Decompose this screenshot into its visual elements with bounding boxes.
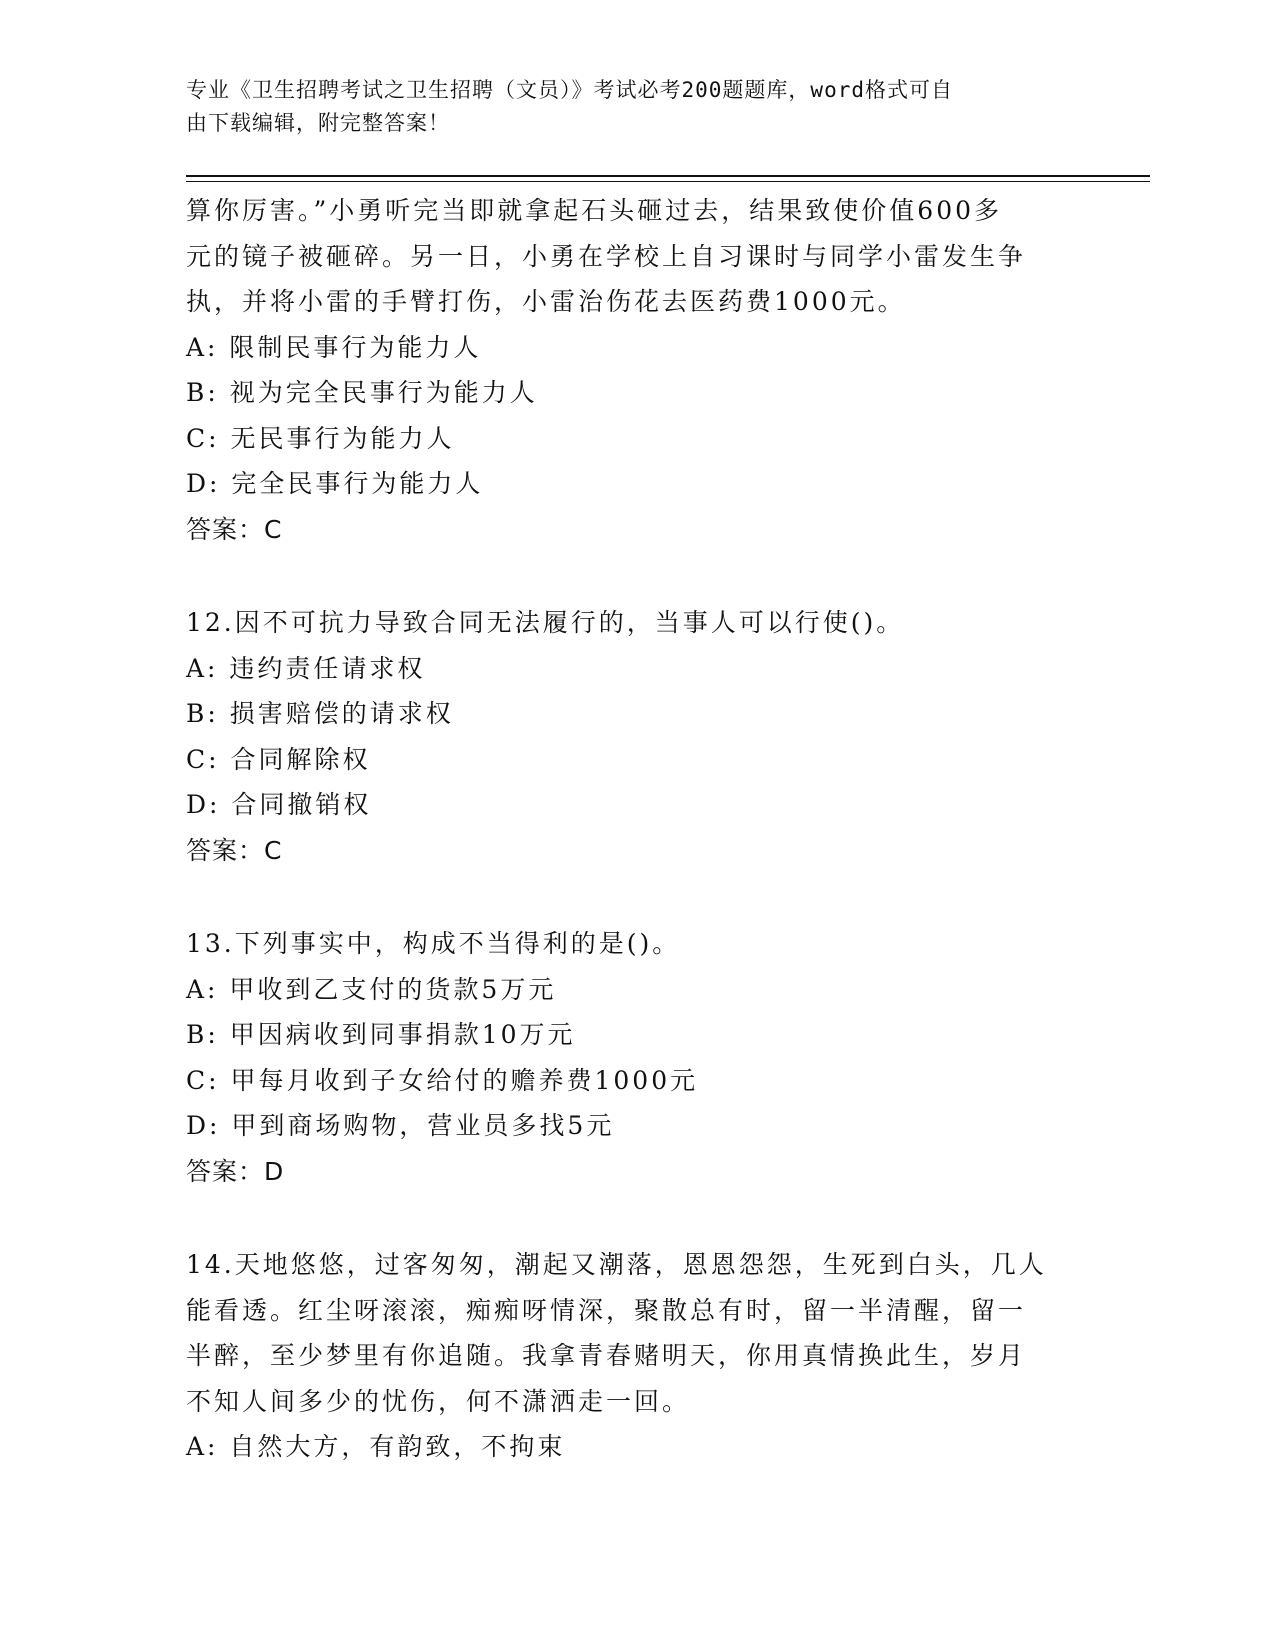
header-divider <box>186 175 1150 177</box>
option-b: B: 损害赔偿的请求权 <box>186 699 454 728</box>
option-b: B: 视为完全民事行为能力人 <box>186 378 538 407</box>
question-12 <box>186 600 1086 873</box>
answer: 答案：C <box>186 514 283 544</box>
option-c: C: 合同解除权 <box>186 744 371 774</box>
question-stem-line: 12.因不可抗力导致合同无法履行的，当事人可以行使()。 <box>186 608 905 637</box>
option-c: C: 甲每月收到子女给付的赡养费1000元 <box>186 1065 699 1095</box>
option-d: D: 甲到商场购物，营业员多找5元 <box>186 1111 615 1140</box>
question-stem-line: 元的镜子被砸碎。另一日，小勇在学校上自习课时与同学小雷发生争 <box>186 241 1027 271</box>
option-a: A: 自然大方，有韵致，不拘束 <box>186 1432 566 1461</box>
header-divider-thin <box>186 181 1150 182</box>
question-13 <box>186 921 1086 1194</box>
document-header <box>186 74 1066 140</box>
question-14 <box>186 1242 1086 1470</box>
option-d: D: 合同撤销权 <box>186 790 372 819</box>
option-a: A: 甲收到乙支付的货款5万元 <box>186 974 557 1004</box>
question-stem-line: 算你厉害。”小勇听完当即就拿起石头砸过去，结果致使价值600多 <box>186 196 1003 225</box>
answer: 答案：C <box>186 835 283 865</box>
header-line: 由下载编辑，附完整答案！ <box>186 111 450 135</box>
answer: 答案：D <box>186 1156 285 1186</box>
option-b: B: 甲因病收到同事捐款10万元 <box>186 1020 576 1049</box>
option-c: C: 无民事行为能力人 <box>186 423 455 453</box>
option-a: A: 违约责任请求权 <box>186 653 426 683</box>
question-stem-line: 13.下列事实中，构成不当得利的是()。 <box>186 929 681 958</box>
question-stem-line: 执，并将小雷的手臂打伤，小雷治伤花去医药费1000元。 <box>186 287 906 316</box>
question-stem-line: 半醉，至少梦里有你追随。我拿青春赌明天，你用真情换此生，岁月 <box>186 1341 1027 1370</box>
question-11 <box>186 188 1086 552</box>
question-stem-line: 不知人间多少的忧伤，何不潇洒走一回。 <box>186 1386 691 1416</box>
question-stem-line: 14.天地悠悠，过客匆匆，潮起又潮落，恩恩怨怨，生死到白头，几人 <box>186 1250 1047 1279</box>
option-a: A: 限制民事行为能力人 <box>186 332 482 362</box>
option-d: D: 完全民事行为能力人 <box>186 469 484 498</box>
question-stem-line: 能看透。红尘呀滚滚，痴痴呀情深，聚散总有时，留一半清醒，留一 <box>186 1295 1027 1325</box>
header-line: 专业《卫生招聘考试之卫生招聘（文员）》考试必考200题题库，word格式可自 <box>186 78 953 102</box>
question-list <box>186 188 1086 1470</box>
